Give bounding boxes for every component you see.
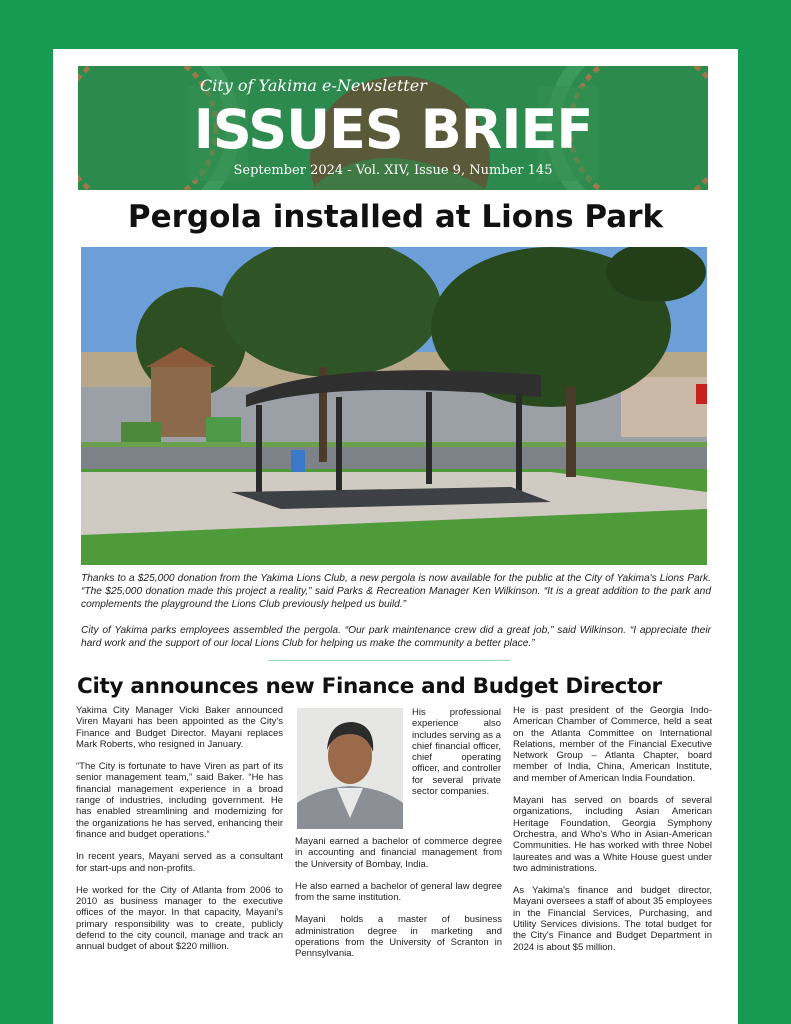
newsletter-page xyxy=(53,49,738,1024)
newsletter-eyebrow: City of Yakima e-Newsletter xyxy=(200,76,427,95)
article-column-3 xyxy=(513,705,712,964)
second-headline: City announces new Finance and Budget Director xyxy=(77,674,662,699)
article-paragraph: Mayani has served on boards of several organizations, including Asian American Heritage Foundation, Georgia Symphony Orchestra, and Who's Who in Asian-American Communities. He has worked with three Nobel laureates and was a White House guest under two administrations. xyxy=(513,795,712,874)
article-column-1 xyxy=(76,705,283,964)
article-paragraph: Mayani earned a bachelor of commerce degree in accounting and financial management from the University of Bombay, India. xyxy=(295,836,502,870)
article-column-2 xyxy=(295,836,502,971)
article-paragraph: He worked for the City of Atlanta from 2006 to 2010 as business manager to the executive offices of the mayor. In that capacity, Mayani's primary responsibility was to create, publicly defend to the city council, manage and track an annual budget of about $220 million. xyxy=(76,884,283,953)
lead-caption-2: City of Yakima parks employees assembled the pergola. “Our park maintenance crew did a great job,” said Wilkinson. “I appreciate their hard work and the support of our local Lions Club for helping us make the community a better place.” xyxy=(81,625,711,649)
article-paragraph: He is past president of the Georgia Indo-American Chamber of Commerce, held a seat on the Atlanta Committee on International Relations, member of the Financial Executive Network Group – Atlanta Chapter, board member of India, China, American Institute, and member of American India Foundation. xyxy=(513,705,712,784)
article-paragraph: His professional experience also includes serving as a chief financial officer, chief operating officer, and controller for several private sector companies. xyxy=(412,707,501,798)
article-paragraph: “The City is fortunate to have Viren as part of its senior management team,” said Baker. “He has financial management experience in a broad range of industries, including government. He has enabled streamlining and modernizing for the organizations he has served, enhancing their finance and budget operations.“ xyxy=(76,761,283,840)
issue-line: September 2024 - Vol. XIV, Issue 9, Number 145 xyxy=(233,163,553,178)
article-paragraph: Mayani holds a master of business administration degree in marketing and operations from the University of Scranton in Pennsylvania. xyxy=(295,914,502,960)
lead-headline: Pergola installed at Lions Park xyxy=(127,199,664,235)
pergola-photo xyxy=(81,247,707,565)
masthead-title: ISSUES BRIEF xyxy=(193,98,593,161)
director-portrait xyxy=(297,708,403,829)
article-paragraph: As Yakima's finance and budget director, Mayani oversees a staff of about 35 employees in the Financial Services, Purchasing, and Utility Services divisions. The total budget for the City's Finance and Budget Department in 2024 is about $5 million. xyxy=(513,885,712,953)
section-divider xyxy=(268,660,510,661)
lead-caption-1: Thanks to a $25,000 donation from the Yakima Lions Club, a new pergola is now available for the public at the City of Yakima's Lions Park. “The $25,000 donation made this project a reality,” said Parks & Recreation Manager Ken Wilkinson. “It is a great addition to the park and complements the playground the Lions Club previously helped us build.” xyxy=(81,573,711,610)
article-paragraph: In recent years, Mayani served as a consultant for start-ups and non-profits. xyxy=(76,851,283,874)
article-paragraph: He also earned a bachelor of general law degree from the same institution. xyxy=(295,880,502,904)
article-paragraph: Yakima City Manager Vicki Baker announced Viren Mayani has been appointed as the City's Finance and Budget Director. Mayani replaces Mark Roberts, who resigned in January. xyxy=(76,705,283,750)
article-column-2-wrap xyxy=(412,707,501,808)
masthead-banner xyxy=(78,66,708,190)
